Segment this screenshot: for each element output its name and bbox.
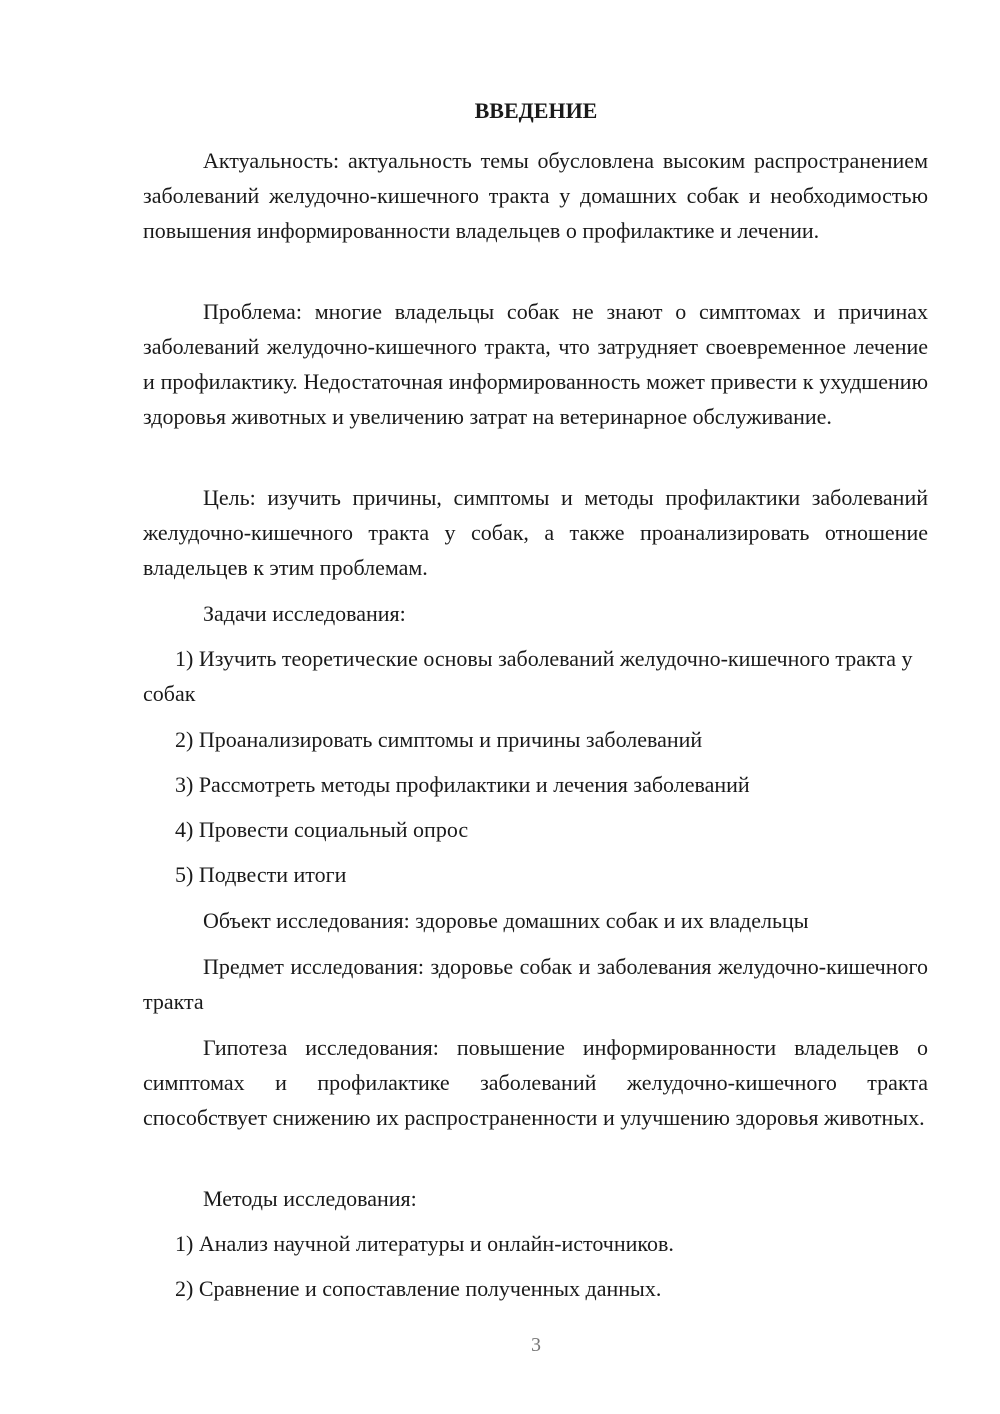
tasks-heading: Задачи исследования: xyxy=(203,601,406,626)
task-item-5: 5) Подвести итоги xyxy=(175,862,347,887)
task-item-1: 1) Изучить теоретические основы заболеваний желудочно-кишечного тракта у собак xyxy=(143,646,913,706)
relevance-paragraph: Актуальность: актуальность темы обусловлена высоким распространением заболеваний желудочно-кишечного тракта у домашних собак и необходимостью повышения информированности владельцев о профилактике и лечении. xyxy=(143,148,928,243)
method-item-2: 2) Сравнение и сопоставление полученных данных. xyxy=(175,1276,662,1301)
method-item-1: 1) Анализ научной литературы и онлайн-источников. xyxy=(175,1231,674,1256)
page-number: 3 xyxy=(531,1334,541,1356)
methods-heading: Методы исследования: xyxy=(203,1186,417,1211)
subject-paragraph: Предмет исследования: здоровье собак и заболевания желудочно-кишечного тракта xyxy=(143,954,928,1014)
task-item-2: 2) Проанализировать симптомы и причины заболеваний xyxy=(175,727,703,752)
object-paragraph: Объект исследования: здоровье домашних собак и их владельцы xyxy=(203,908,809,933)
page-title: ВВЕДЕНИЕ xyxy=(474,98,598,123)
goal-paragraph: Цель: изучить причины, симптомы и методы профилактики заболеваний желудочно-кишечного тракта у собак, а также проанализировать отношение владельцев к этим проблемам. xyxy=(143,485,928,580)
hypothesis-paragraph: Гипотеза исследования: повышение информированности владельцев о симптомах и профилактике заболеваний желудочно-кишечного тракта способствует снижению их распространенности и улучшению здоровья животных. xyxy=(143,1035,928,1130)
problem-paragraph: Проблема: многие владельцы собак не знают о симптомах и причинах заболеваний желудочно-кишечного тракта, что затрудняет своевременное лечение и профилактику. Недостаточная информированность может привести к ухудшению здоровья животных и увеличению затрат на ветеринарное обслуживание. xyxy=(143,299,928,429)
task-item-4: 4) Провести социальный опрос xyxy=(175,817,469,842)
task-item-3: 3) Рассмотреть методы профилактики и лечения заболеваний xyxy=(175,772,750,797)
